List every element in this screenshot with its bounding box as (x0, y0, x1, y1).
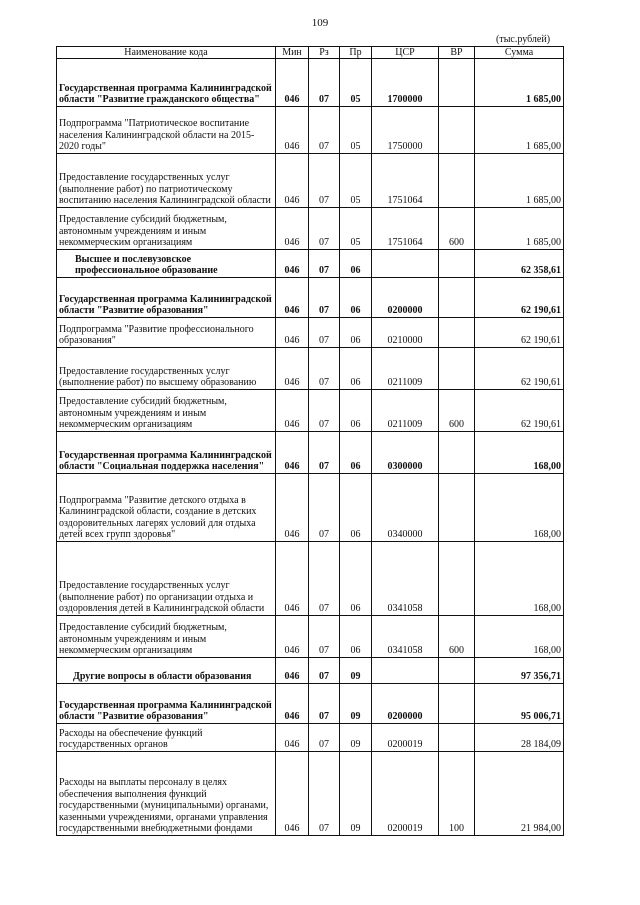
row-csr: 0341058 (372, 542, 439, 616)
row-csr: 0200000 (372, 278, 439, 318)
row-vr (439, 250, 475, 278)
row-sum: 168,00 (475, 616, 564, 658)
header-csr: ЦСР (372, 47, 439, 59)
budget-table (56, 46, 564, 836)
row-name: Государственная программа Калининградской области "Социальная поддержка населения" (57, 432, 276, 474)
row-min: 046 (276, 318, 309, 348)
row-sum: 168,00 (475, 542, 564, 616)
row-min: 046 (276, 474, 309, 542)
row-pr: 09 (340, 684, 372, 724)
row-min: 046 (276, 684, 309, 724)
row-rz: 07 (309, 724, 340, 752)
row-pr: 06 (340, 348, 372, 390)
table-row (57, 474, 564, 542)
table-row (57, 154, 564, 208)
row-pr: 06 (340, 278, 372, 318)
row-pr: 05 (340, 154, 372, 208)
row-name: Предоставление государственных услуг (выполнение работ) по высшему образованию (57, 348, 276, 390)
row-rz: 07 (309, 542, 340, 616)
row-vr (439, 542, 475, 616)
header-min: Мин (276, 47, 309, 59)
row-csr: 0341058 (372, 616, 439, 658)
row-csr: 0200019 (372, 724, 439, 752)
table-row (57, 208, 564, 250)
row-csr: 0340000 (372, 474, 439, 542)
row-sum: 168,00 (475, 432, 564, 474)
row-min: 046 (276, 208, 309, 250)
row-vr (439, 684, 475, 724)
row-name: Предоставление субсидий бюджетным, автономным учреждениям и иным некоммерческим организациям (57, 616, 276, 658)
row-sum: 1 685,00 (475, 107, 564, 154)
row-vr (439, 278, 475, 318)
row-name: Предоставление субсидий бюджетным, автономным учреждениям и иным некоммерческим организациям (57, 390, 276, 432)
row-vr: 600 (439, 616, 475, 658)
row-vr: 600 (439, 208, 475, 250)
row-vr (439, 318, 475, 348)
row-csr: 1750000 (372, 107, 439, 154)
row-pr: 06 (340, 432, 372, 474)
table-row (57, 542, 564, 616)
row-min: 046 (276, 724, 309, 752)
row-csr: 0300000 (372, 432, 439, 474)
table-row (57, 250, 564, 278)
row-min: 046 (276, 390, 309, 432)
row-name: Предоставление государственных услуг (выполнение работ) по патриотическому воспитанию населения Калининградской области (57, 154, 276, 208)
row-pr: 06 (340, 318, 372, 348)
row-pr: 05 (340, 208, 372, 250)
row-min: 046 (276, 59, 309, 107)
row-sum: 1 685,00 (475, 208, 564, 250)
row-rz: 07 (309, 616, 340, 658)
row-name: Расходы на обеспечение функций государственных органов (57, 724, 276, 752)
table-header-row (57, 47, 564, 59)
row-pr: 05 (340, 59, 372, 107)
row-sum: 62 190,61 (475, 278, 564, 318)
row-rz: 07 (309, 318, 340, 348)
table-row (57, 616, 564, 658)
row-csr: 0211009 (372, 348, 439, 390)
row-csr: 0211009 (372, 390, 439, 432)
row-vr (439, 658, 475, 684)
row-sum: 62 190,61 (475, 390, 564, 432)
row-sum: 1 685,00 (475, 154, 564, 208)
table-row (57, 278, 564, 318)
row-sum: 21 984,00 (475, 752, 564, 836)
row-name: Государственная программа Калининградской области "Развитие гражданского общества" (57, 59, 276, 107)
row-vr (439, 348, 475, 390)
row-rz: 07 (309, 208, 340, 250)
row-sum: 62 358,61 (475, 250, 564, 278)
row-min: 046 (276, 278, 309, 318)
table-row (57, 59, 564, 107)
row-min: 046 (276, 542, 309, 616)
row-vr (439, 724, 475, 752)
row-csr (372, 658, 439, 684)
row-sum: 62 190,61 (475, 348, 564, 390)
row-rz: 07 (309, 250, 340, 278)
row-pr: 06 (340, 616, 372, 658)
row-name: Предоставление субсидий бюджетным, автономным учреждениям и иным некоммерческим организациям (57, 208, 276, 250)
row-name: Предоставление государственных услуг (выполнение работ) по организации отдыха и оздоровления детей в Калининградской области (57, 542, 276, 616)
row-pr: 06 (340, 542, 372, 616)
header-sum: Сумма (475, 47, 564, 59)
row-rz: 07 (309, 658, 340, 684)
row-rz: 07 (309, 752, 340, 836)
row-min: 046 (276, 107, 309, 154)
row-csr (372, 250, 439, 278)
row-rz: 07 (309, 432, 340, 474)
row-sum: 1 685,00 (475, 59, 564, 107)
row-name: Расходы на выплаты персоналу в целях обеспечения выполнения функций государственными (муниципальными) органами, казенными учреждениями, органами управления государственными внебюджетными фондами (57, 752, 276, 836)
row-rz: 07 (309, 474, 340, 542)
row-min: 046 (276, 658, 309, 684)
header-rz: Рз (309, 47, 340, 59)
row-pr: 09 (340, 724, 372, 752)
row-vr: 100 (439, 752, 475, 836)
row-name: Высшее и послевузовское профессиональное образование (57, 250, 276, 278)
row-vr (439, 432, 475, 474)
row-vr (439, 107, 475, 154)
units-label: (тыс.рублей) (496, 34, 551, 45)
row-pr: 09 (340, 752, 372, 836)
page-number: 109 (311, 17, 329, 29)
table-row (57, 107, 564, 154)
table-row (57, 658, 564, 684)
row-pr: 09 (340, 658, 372, 684)
header-pr: Пр (340, 47, 372, 59)
row-rz: 07 (309, 348, 340, 390)
table-row (57, 318, 564, 348)
table-row (57, 432, 564, 474)
header-name: Наименование кода (57, 47, 276, 59)
row-rz: 07 (309, 390, 340, 432)
row-min: 046 (276, 154, 309, 208)
row-csr: 1751064 (372, 154, 439, 208)
row-vr: 600 (439, 390, 475, 432)
row-csr: 1700000 (372, 59, 439, 107)
header-vr: ВР (439, 47, 475, 59)
table-row (57, 390, 564, 432)
row-min: 046 (276, 348, 309, 390)
row-rz: 07 (309, 59, 340, 107)
row-csr: 0210000 (372, 318, 439, 348)
row-sum: 62 190,61 (475, 318, 564, 348)
row-vr (439, 474, 475, 542)
row-min: 046 (276, 616, 309, 658)
table-row (57, 724, 564, 752)
row-pr: 06 (340, 474, 372, 542)
row-min: 046 (276, 432, 309, 474)
row-min: 046 (276, 752, 309, 836)
row-sum: 95 006,71 (475, 684, 564, 724)
row-sum: 168,00 (475, 474, 564, 542)
row-pr: 05 (340, 107, 372, 154)
row-sum: 97 356,71 (475, 658, 564, 684)
table-row (57, 684, 564, 724)
row-csr: 0200000 (372, 684, 439, 724)
row-name: Подпрограмма "Развитие детского отдыха в Калининградской области, создание в детских оздоровительных лагерях условий для отдыха детей всех групп здоровья" (57, 474, 276, 542)
row-rz: 07 (309, 107, 340, 154)
row-name: Государственная программа Калининградской области "Развитие образования" (57, 684, 276, 724)
row-min: 046 (276, 250, 309, 278)
table-row (57, 752, 564, 836)
row-name: Другие вопросы в области образования (57, 658, 276, 684)
row-csr: 1751064 (372, 208, 439, 250)
row-vr (439, 154, 475, 208)
table-row (57, 348, 564, 390)
row-name: Подпрограмма "Патриотическое воспитание населения Калининградской области на 2015-2020 годы" (57, 107, 276, 154)
row-pr: 06 (340, 390, 372, 432)
row-pr: 06 (340, 250, 372, 278)
row-vr (439, 59, 475, 107)
row-rz: 07 (309, 154, 340, 208)
row-csr: 0200019 (372, 752, 439, 836)
row-sum: 28 184,09 (475, 724, 564, 752)
row-name: Государственная программа Калининградской области "Развитие образования" (57, 278, 276, 318)
row-rz: 07 (309, 684, 340, 724)
row-rz: 07 (309, 278, 340, 318)
row-name: Подпрограмма "Развитие профессионального образования" (57, 318, 276, 348)
